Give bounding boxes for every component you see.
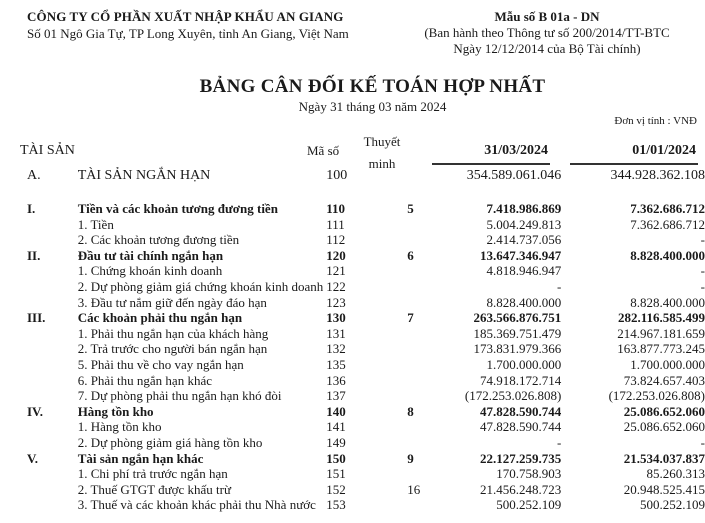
form-basis: (Ban hành theo Thông tư số 200/2014/TT-BTC bbox=[424, 25, 670, 40]
header-rule-current bbox=[432, 163, 550, 165]
row-label: Tài sản ngắn hạn khác bbox=[77, 450, 204, 466]
row-value-prior: 7.362.686.712 bbox=[630, 216, 705, 232]
row-value-prior: - bbox=[700, 278, 705, 294]
document-date: Ngày 31 tháng 03 năm 2024 bbox=[298, 99, 447, 114]
header-rule-prior bbox=[570, 163, 698, 165]
table-row bbox=[0, 279, 705, 295]
row-value-current: 13.647.346.947 bbox=[480, 247, 562, 263]
row-note bbox=[399, 326, 444, 342]
document-title: BẢNG CÂN ĐỐI KẾ TOÁN HỢP NHẤT bbox=[199, 76, 546, 97]
row-code: 149 bbox=[326, 434, 346, 450]
column-header-code: Mã số bbox=[307, 143, 340, 158]
spacer-row bbox=[0, 193, 705, 201]
row-label: 6. Phải thu ngắn hạn khác bbox=[77, 372, 212, 388]
row-value-prior: 25.086.652.060 bbox=[623, 403, 705, 419]
row-code: 122 bbox=[326, 278, 346, 294]
row-value-current: 8.828.400.000 bbox=[486, 294, 562, 310]
row-value-current: 354.589.061.046 bbox=[466, 168, 562, 183]
row-index bbox=[0, 217, 78, 233]
row-code: 152 bbox=[326, 481, 346, 497]
row-code: 136 bbox=[326, 372, 346, 388]
row-label: Đầu tư tài chính ngắn hạn bbox=[77, 247, 224, 263]
column-header-date-current: 31/03/2024 bbox=[484, 143, 548, 158]
row-value-prior: 7.362.686.712 bbox=[630, 201, 705, 216]
table-row bbox=[0, 263, 705, 279]
row-note bbox=[399, 419, 444, 435]
row-index bbox=[0, 497, 78, 513]
row-note bbox=[399, 217, 444, 233]
row-label: 1. Chứng khoán kinh doanh bbox=[77, 263, 223, 279]
column-header-note-line1: Thuyết bbox=[363, 134, 401, 149]
row-label: 2. Các khoản tương đương tiền bbox=[77, 232, 240, 248]
row-note: 7 bbox=[407, 310, 414, 326]
row-value-current: (172.253.026.808) bbox=[464, 388, 562, 404]
row-value-prior: 25.086.652.060 bbox=[623, 419, 705, 435]
table-row bbox=[0, 357, 705, 373]
row-value-prior: 282.116.585.499 bbox=[617, 310, 705, 326]
row-label: 1. Tiền bbox=[77, 216, 114, 232]
row-value-prior: (172.253.026.808) bbox=[608, 388, 705, 404]
row-value-current: 22.127.259.735 bbox=[480, 450, 562, 466]
row-label: Tiền và các khoản tương đương tiền bbox=[77, 201, 278, 216]
table-row bbox=[0, 295, 705, 311]
row-index bbox=[0, 326, 78, 342]
row-index bbox=[0, 435, 78, 451]
row-code: 131 bbox=[326, 325, 346, 341]
row-value-prior: 20.948.525.415 bbox=[623, 481, 705, 497]
row-value-current: 47.828.590.744 bbox=[480, 419, 562, 435]
row-value-current: 4.818.946.947 bbox=[486, 263, 562, 279]
row-code: 137 bbox=[326, 388, 346, 404]
table-row-section bbox=[0, 310, 705, 326]
row-value-prior: 500.252.109 bbox=[640, 497, 705, 513]
row-code: 112 bbox=[326, 232, 346, 248]
row-label: 1. Hàng tồn kho bbox=[77, 419, 162, 435]
table-row-total bbox=[0, 166, 705, 193]
table-row bbox=[0, 466, 705, 482]
row-value-prior: - bbox=[700, 434, 705, 450]
spacer-cell bbox=[0, 193, 705, 201]
currency-unit: Đơn vị tính : VNĐ bbox=[614, 115, 697, 127]
row-label: 3. Đầu tư nắm giữ đến ngày đáo hạn bbox=[77, 294, 267, 310]
column-header-note-line2: minh bbox=[368, 156, 396, 171]
row-value-current: 21.456.248.723 bbox=[480, 481, 562, 497]
row-note bbox=[399, 263, 444, 279]
row-value-current: 5.004.249.813 bbox=[486, 216, 562, 232]
row-value-current: 170.758.903 bbox=[496, 466, 562, 482]
row-note bbox=[399, 373, 444, 389]
row-index: I. bbox=[27, 201, 36, 216]
balance-sheet-rows bbox=[0, 166, 705, 513]
form-number: Mẫu số B 01a - DN bbox=[494, 9, 600, 24]
row-note bbox=[399, 357, 444, 373]
row-label: Hàng tồn kho bbox=[77, 403, 154, 419]
company-name: CÔNG TY CỔ PHẦN XUẤT NHẬP KHẨU AN GIANG bbox=[27, 9, 344, 24]
table-row bbox=[0, 217, 705, 233]
row-code: 140 bbox=[326, 403, 346, 419]
row-index: V. bbox=[27, 450, 38, 466]
row-code: 130 bbox=[326, 310, 346, 326]
row-note: 6 bbox=[407, 247, 414, 263]
row-label: Các khoản phải thu ngắn hạn bbox=[77, 310, 243, 326]
row-index bbox=[0, 357, 78, 373]
row-value-current: 173.831.979.366 bbox=[473, 341, 562, 357]
row-index: A. bbox=[27, 168, 41, 183]
row-index bbox=[0, 388, 78, 404]
form-date: Ngày 12/12/2014 của Bộ Tài chính) bbox=[453, 41, 641, 56]
row-value-prior: 73.824.657.403 bbox=[623, 372, 705, 388]
row-code: 151 bbox=[326, 466, 346, 482]
row-code: 123 bbox=[326, 294, 346, 310]
row-code: 141 bbox=[326, 419, 346, 435]
row-label: 2. Dự phòng giảm giá chứng khoán kinh doanh bbox=[77, 278, 324, 294]
row-note bbox=[399, 279, 444, 295]
row-value-current: 263.566.876.751 bbox=[473, 310, 562, 326]
table-row-section bbox=[0, 404, 705, 420]
row-code: 135 bbox=[326, 356, 346, 372]
row-code: 100 bbox=[326, 168, 348, 183]
row-note bbox=[399, 341, 444, 357]
row-value-current: 185.369.751.479 bbox=[473, 325, 562, 341]
row-value-current: - bbox=[556, 434, 562, 450]
row-code: 120 bbox=[326, 247, 346, 263]
row-label: 2. Trả trước cho người bán ngắn hạn bbox=[77, 341, 268, 357]
row-value-prior: 21.534.037.837 bbox=[623, 450, 705, 466]
table-row bbox=[0, 388, 705, 404]
row-note: 9 bbox=[407, 450, 414, 466]
table-row bbox=[0, 232, 705, 248]
row-index bbox=[0, 373, 78, 389]
column-header-assets: TÀI SẢN bbox=[20, 143, 75, 158]
row-value-prior: 214.967.181.659 bbox=[617, 325, 705, 341]
row-note bbox=[399, 466, 444, 482]
row-note bbox=[399, 295, 444, 311]
row-label: 5. Phải thu về cho vay ngắn hạn bbox=[77, 356, 244, 372]
row-note bbox=[399, 166, 444, 193]
row-note bbox=[399, 497, 444, 513]
row-value-prior: 344.928.362.108 bbox=[610, 168, 705, 183]
row-code: 111 bbox=[326, 216, 345, 232]
table-row-section bbox=[0, 248, 705, 264]
table-row bbox=[0, 482, 705, 498]
row-index bbox=[0, 466, 78, 482]
row-index bbox=[0, 279, 78, 295]
row-code: 110 bbox=[326, 201, 346, 216]
row-index bbox=[0, 232, 78, 248]
row-index: II. bbox=[27, 247, 41, 263]
row-value-current: 2.414.737.056 bbox=[486, 232, 562, 248]
row-code: 132 bbox=[326, 341, 346, 357]
table-row bbox=[0, 435, 705, 451]
row-index: IV. bbox=[27, 403, 44, 419]
table-row bbox=[0, 373, 705, 389]
table-row-section bbox=[0, 201, 705, 217]
table-row bbox=[0, 419, 705, 435]
row-note bbox=[399, 435, 444, 451]
row-value-current: 47.828.590.744 bbox=[480, 403, 562, 419]
row-value-current: 7.418.986.869 bbox=[486, 201, 562, 216]
balance-sheet-table bbox=[0, 166, 705, 513]
row-value-prior: 163.877.773.245 bbox=[617, 341, 705, 357]
row-index bbox=[0, 482, 78, 498]
table-row bbox=[0, 326, 705, 342]
company-address: Số 01 Ngô Gia Tự, TP Long Xuyên, tỉnh An Giang, Việt Nam bbox=[27, 26, 349, 41]
row-label: TÀI SẢN NGẮN HẠN bbox=[77, 168, 211, 183]
row-label: 1. Chi phí trả trước ngắn hạn bbox=[77, 466, 228, 482]
row-code: 121 bbox=[326, 263, 346, 279]
row-value-prior: - bbox=[700, 263, 705, 279]
table-row bbox=[0, 341, 705, 357]
row-label: 2. Thuế GTGT được khấu trừ bbox=[77, 481, 232, 497]
row-label: 1. Phải thu ngắn hạn của khách hàng bbox=[77, 325, 269, 341]
row-value-current: - bbox=[556, 278, 562, 294]
row-note bbox=[399, 232, 444, 248]
row-note bbox=[399, 388, 444, 404]
row-value-prior: 85.260.313 bbox=[646, 466, 705, 482]
row-index bbox=[0, 341, 78, 357]
table-row bbox=[0, 497, 705, 513]
row-code: 153 bbox=[326, 497, 346, 513]
table-row-section bbox=[0, 451, 705, 467]
row-label: 3. Thuế và các khoản khác phải thu Nhà nước bbox=[77, 497, 316, 513]
row-index bbox=[0, 419, 78, 435]
row-label: 7. Dự phòng phải thu ngắn hạn khó đòi bbox=[77, 388, 282, 404]
row-note: 5 bbox=[407, 201, 414, 216]
row-value-prior: 8.828.400.000 bbox=[630, 247, 705, 263]
row-value-current: 500.252.109 bbox=[496, 497, 562, 513]
row-value-prior: 8.828.400.000 bbox=[630, 294, 705, 310]
row-index bbox=[0, 295, 78, 311]
row-index: III. bbox=[27, 310, 46, 326]
row-value-current: 74.918.172.714 bbox=[480, 372, 562, 388]
row-value-prior: 1.700.000.000 bbox=[630, 356, 705, 372]
row-index bbox=[0, 263, 78, 279]
row-value-current: 1.700.000.000 bbox=[486, 356, 562, 372]
row-note: 16 bbox=[407, 481, 421, 497]
row-code: 150 bbox=[326, 450, 346, 466]
row-note: 8 bbox=[407, 403, 414, 419]
row-value-prior: - bbox=[700, 232, 705, 248]
column-header-date-prior: 01/01/2024 bbox=[632, 143, 696, 158]
form-reference bbox=[397, 9, 697, 57]
row-label: 2. Dự phòng giảm giá hàng tồn kho bbox=[77, 434, 263, 450]
